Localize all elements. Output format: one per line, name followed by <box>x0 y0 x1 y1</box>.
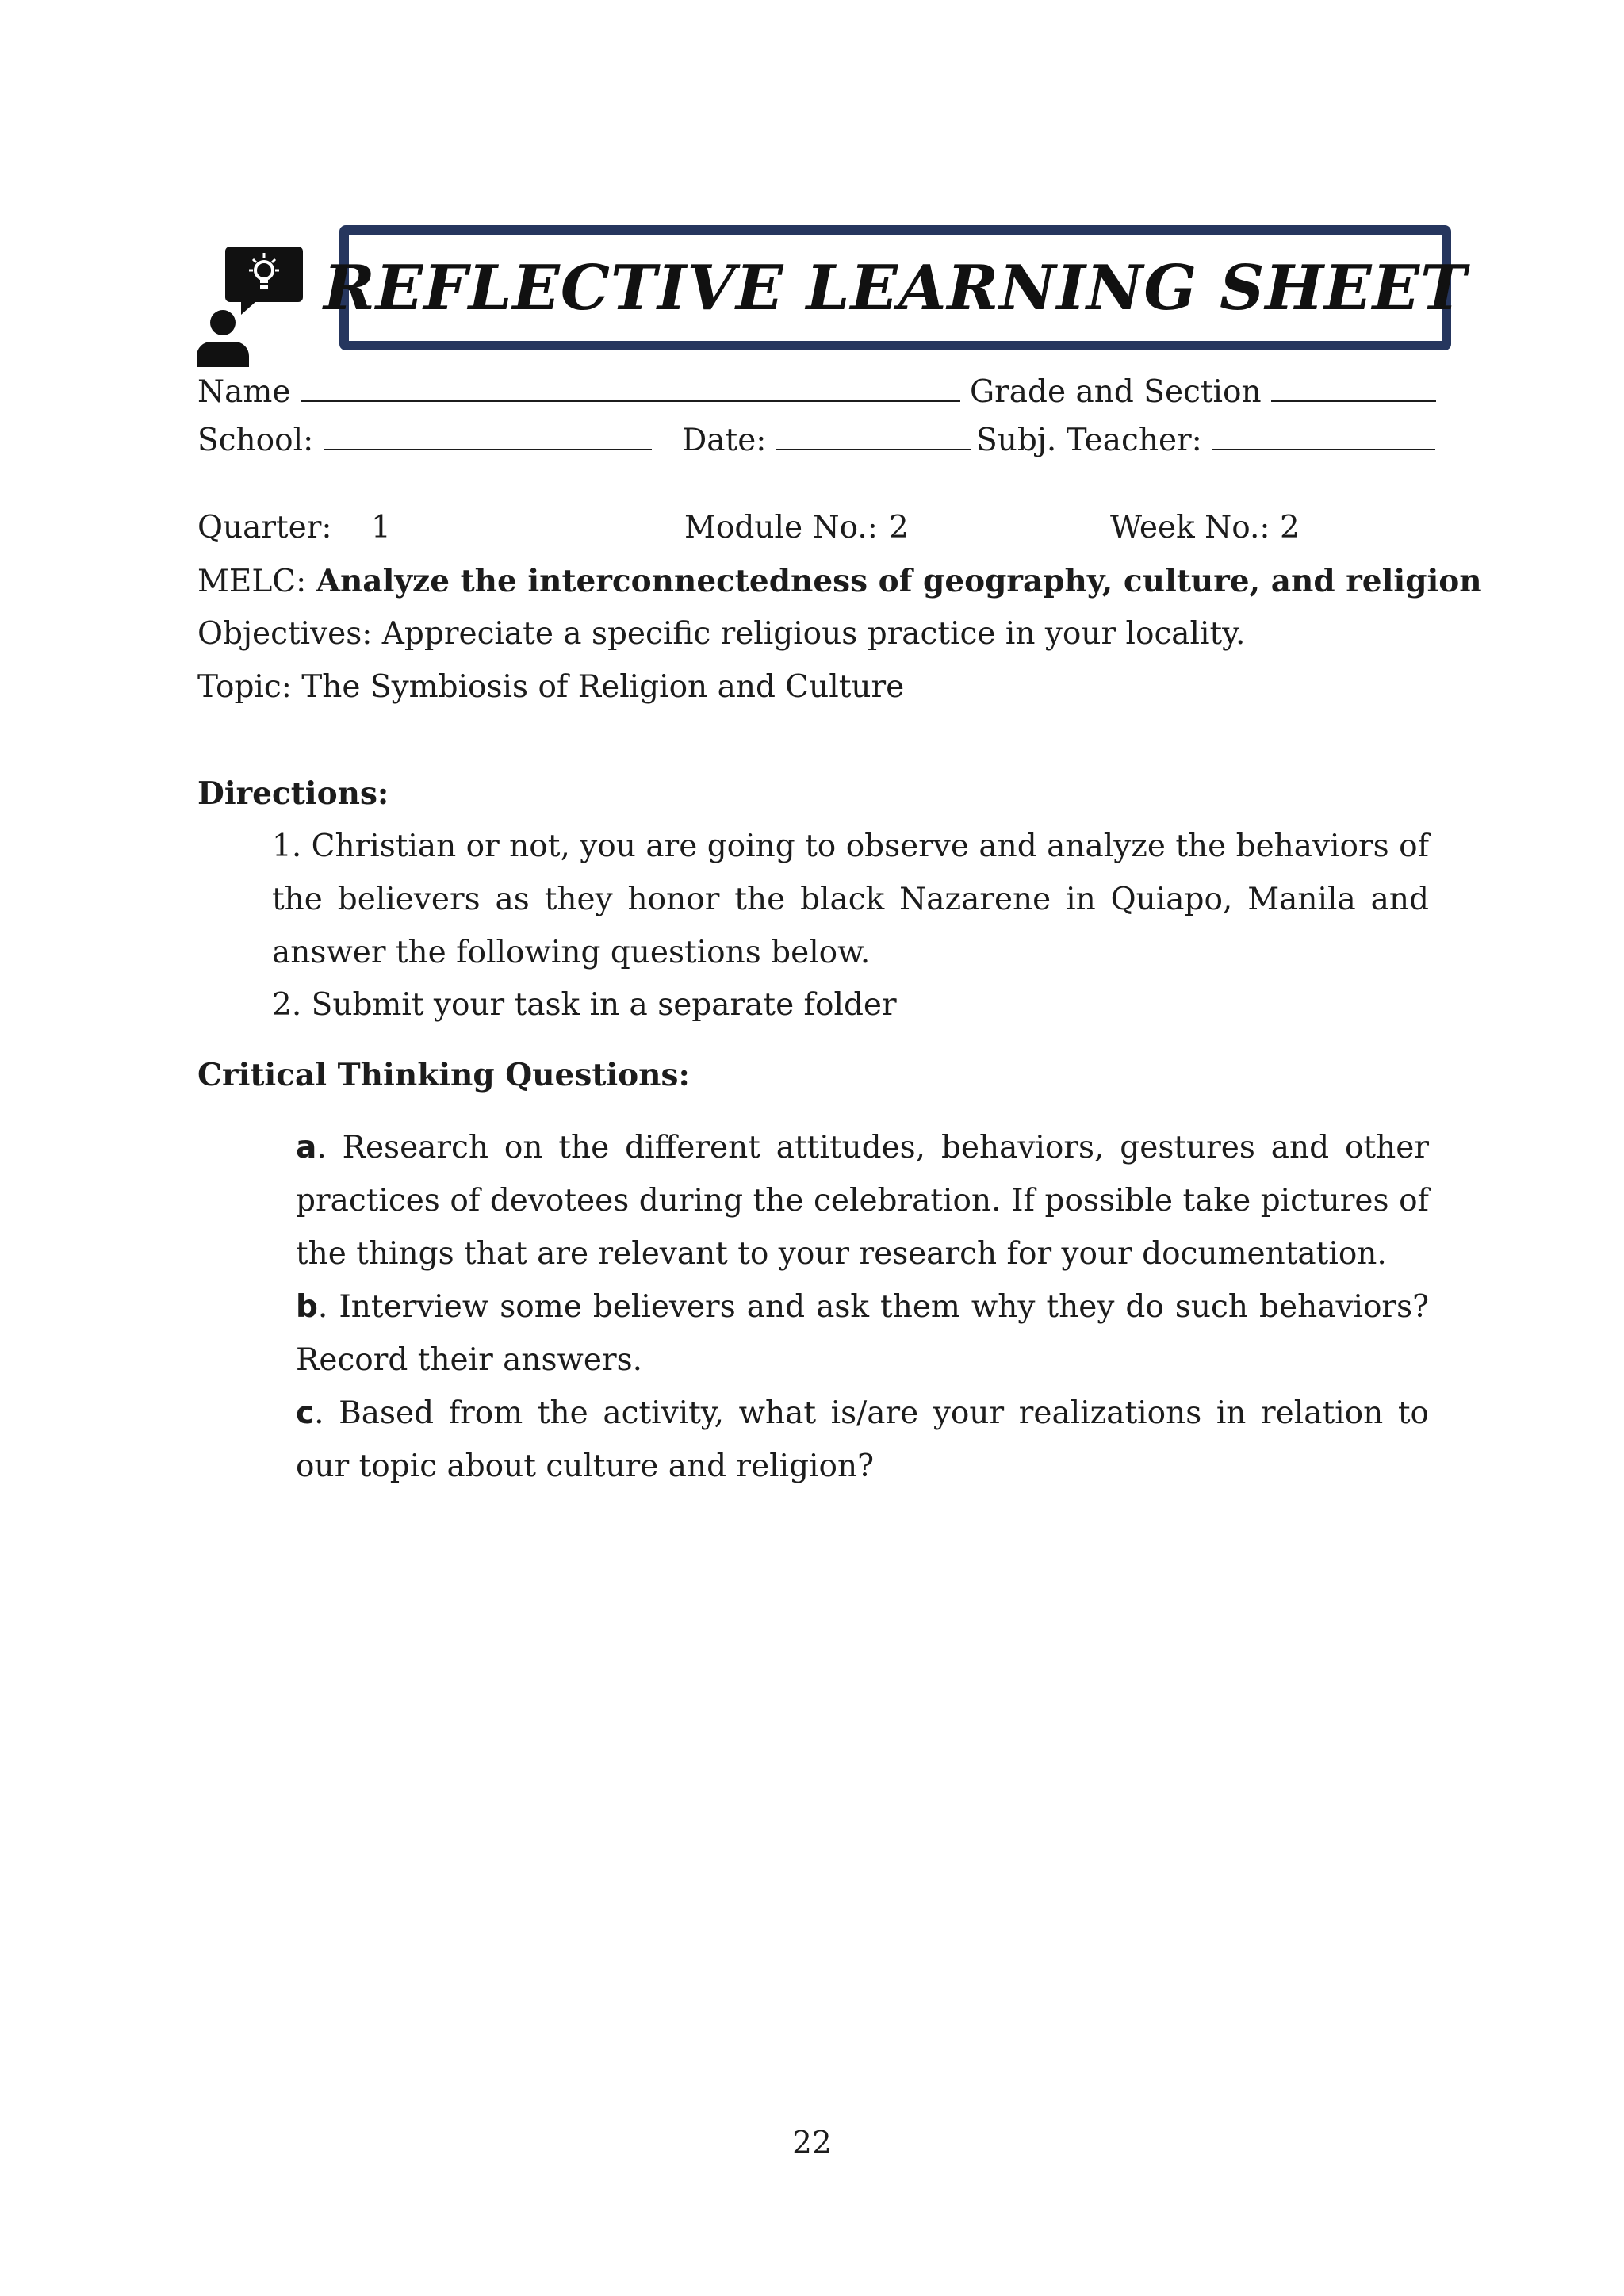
person-with-lightbulb-speech-bubble-icon <box>195 242 306 369</box>
teacher-label: Subj. Teacher: <box>976 423 1202 458</box>
question-text: . Interview some believers and ask them why they do such behaviors? Record their answers. <box>296 1289 1429 1378</box>
module-value: 2 <box>889 510 909 545</box>
topic: Topic: The Symbiosis of Religion and Culture <box>197 669 905 705</box>
question-a <box>296 1121 1429 1280</box>
grade-section-label: Grade and Section <box>970 374 1262 410</box>
question-b <box>296 1280 1429 1387</box>
melc-line <box>197 563 1482 600</box>
quarter-value: 1 <box>371 510 391 545</box>
directions-heading: Directions: <box>197 775 389 812</box>
question-text: . Based from the activity, what is/are your realizations in relation to our topic about culture and religion? <box>296 1395 1429 1484</box>
date-label: Date: <box>682 423 767 458</box>
week-label: Week No.: 2 <box>1110 510 1300 545</box>
direction-item-1: 1. Christian or not, you are going to observe and analyze the behaviors of the believers as they honor the black Nazarene in Quiapo, Manila and answer the following questions below. <box>272 828 1429 970</box>
grade-section-row <box>970 374 1436 411</box>
title-banner <box>323 225 1468 350</box>
question-letter: a <box>296 1130 317 1165</box>
date-row <box>682 423 971 459</box>
page-number: 22 <box>792 2126 832 2161</box>
school-row <box>197 423 652 459</box>
question-list <box>296 1121 1429 1493</box>
direction-item-2: 2. Submit your task in a separate folder <box>272 987 897 1023</box>
question-text: . Research on the different attitudes, behaviors, gestures and other practices of devotees during the celebration. If possible take pictures of the things that are relevant to your research for your documentation. <box>296 1130 1429 1272</box>
school-field[interactable] <box>324 423 652 450</box>
critical-thinking-heading: Critical Thinking Questions: <box>197 1057 690 1093</box>
reflection-icon <box>195 242 306 369</box>
teacher-field[interactable] <box>1212 423 1435 450</box>
module-label: Module No.: <box>684 510 878 545</box>
name-row <box>197 374 960 411</box>
question-letter: b <box>296 1289 318 1325</box>
grade-section-field[interactable] <box>1271 375 1436 402</box>
page-title: REFLECTIVE LEARNING SHEET <box>323 251 1468 324</box>
melc-text: Analyze the interconnectedness of geography, culture, and religion <box>316 563 1482 599</box>
quarter-label: Quarter: <box>197 510 332 545</box>
objectives: Objectives: Appreciate a specific religious practice in your locality. <box>197 616 1246 652</box>
question-letter: c <box>296 1395 315 1431</box>
question-c <box>296 1387 1429 1493</box>
name-field[interactable] <box>301 375 960 402</box>
name-label: Name <box>197 374 291 410</box>
school-label: School: <box>197 423 314 458</box>
melc-label: MELC: <box>197 564 307 599</box>
teacher-row <box>976 423 1435 459</box>
date-field[interactable] <box>776 423 971 450</box>
